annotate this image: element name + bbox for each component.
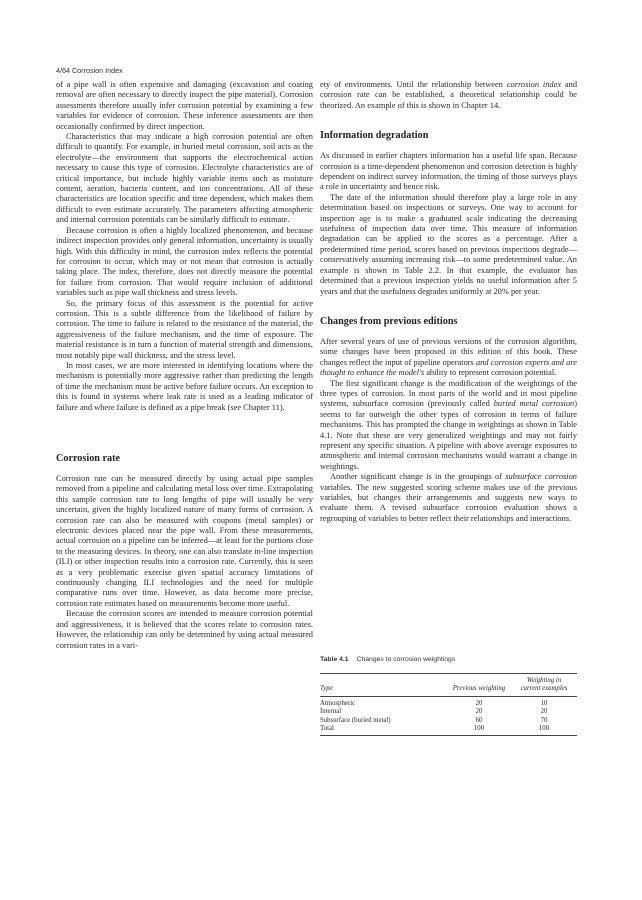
cell-previous: 20 bbox=[475, 708, 483, 716]
heading-corrosion-rate: Corrosion rate bbox=[56, 453, 121, 464]
table-header-spacer bbox=[447, 674, 511, 686]
cell-type: Total bbox=[320, 725, 447, 736]
text-run: and corrosion rate can be established, a theoretical relationship could be theorized. An example of this is shown in Chapter 14. bbox=[320, 80, 578, 110]
right-paragraph-4 bbox=[320, 337, 577, 379]
italic-run: corrosion index bbox=[506, 80, 562, 89]
text-run: ability to represent corrosion potential. bbox=[424, 368, 557, 378]
cell-previous: 20 bbox=[475, 699, 483, 707]
right-paragraph-1 bbox=[320, 80, 577, 111]
table-row bbox=[320, 717, 577, 725]
cell-previous: 60 bbox=[475, 716, 483, 724]
left-paragraph-6: Corrosion rate can be measured directly by using actual pipe samples removed from a pipeline and calculating metal loss over time. Extrapolating this sample corrosion rate to long lengths of pipe will usually be very uncertain, given the highly localized nature of many forms of corrosion. A corrosion rate can also be measured with coupons (metal samples) or electronic devices placed near the pipe wall. From these measurements, actual corrosion on a pipeline can be inferred—at least for the portions close to the measuring devices. In theory, one can also translate in-line inspection (ILI) or other inspection results into a corrosion rate. Currently, this is seen as a very problematic exercise given spatial accuracy limitations of continuously changing ILI technologies and the need for multiple comparative runs over time. However, as data become more precise, corrosion rate estimates based on measurements become more useful. bbox=[56, 474, 313, 608]
cell-type: Internal bbox=[320, 708, 342, 716]
text-run: variables. The new suggested scoring scheme makes use of the previous variables, but changes their arrangements and suggests new ways to evaluate them. A revised subsurface corrosion evaluation shows a regrouping of variables to better reflect their relationships and interactions. bbox=[320, 482, 577, 523]
table-row bbox=[320, 725, 577, 736]
left-paragraph-4: So, the primary focus of this assessment is the potential for active corrosion. This is a subtle difference from the likelihood of failure by corrosion. The time to failure is related to the resistance of the material, the aggressiveness of the failure mechanism, and the time of exposure. The material resistance is in turn a function of material strength and dimensions, most notably pipe wall thickness, and the stress level. bbox=[56, 298, 313, 360]
table-row bbox=[320, 696, 577, 708]
heading-changes-previous-editions: Changes from previous editions bbox=[320, 315, 458, 327]
left-paragraph-7: Because the corrosion scores are intended to measure corrosion potential and aggressiveness, it is believed that the scores relate to corrosion rates. However, the relationship can only be determined by using actual measured corrosion rates in a vari- bbox=[56, 609, 313, 650]
cell-type: Subsurface (buried metal) bbox=[320, 716, 391, 724]
text-run: The first significant change is the modification of the weightings of the three types of corrosion. In most parts of the world and in most pipeline systems, subsurface corrosion (previously called bbox=[320, 378, 577, 409]
left-paragraph-5: In most cases, we are more interested in identifying locations where the mechanism is potentially more aggressive rather than predicting the length of time the mechanism must be active before failure occurs. An exception to this is found in systems where leak rate is used as a leading indicator of failure and where failure is defined as a pipe break (see Chapter 11). bbox=[56, 360, 313, 412]
table-caption bbox=[320, 656, 577, 663]
table-header-current-line2: current examples bbox=[511, 685, 577, 696]
cell-previous: 100 bbox=[447, 725, 511, 736]
left-column bbox=[56, 80, 313, 651]
text-run: ety of environments. Until the relationship between bbox=[320, 80, 507, 89]
right-paragraph-6 bbox=[320, 472, 577, 524]
cell-current: 10 bbox=[540, 699, 548, 707]
left-paragraph-3: Because corrosion is often a highly localized phenomenon, and because indirect inspection provides only general information, uncertainty is usually high. With this difficulty in mind, the corrosion index reflects the potential for corrosion to occur, which may or not mean that corrosion is actually taking place. The index, therefore, does not directly measure the potential for failure from corrosion. That would require inclusion of additional variables such as pipe wall thickness and stress levels. bbox=[56, 225, 313, 298]
italic-run: and corrosion experts and are thought to enhance the model's bbox=[320, 357, 577, 378]
table-header-current-line1: Weighting in bbox=[511, 674, 577, 686]
right-paragraph-2: As discussed in earlier chapters information has a useful life span. Because corrosion is a time-dependent phenomenon and corrosion detection is highly dependent on indirect survey information, the timing of those surveys plays a role in uncertainty and hence risk. bbox=[320, 151, 577, 192]
text-run: After several years of use of previous versions of the corrosion algorithm, some changes have been proposed in this edition of this book. These changes reflect the input of pipeline operators bbox=[320, 336, 577, 367]
right-paragraph-5 bbox=[320, 379, 577, 473]
text-run: ) seems to far outweigh the other types of corrosion in terms of failure mechanisms. This has prompted the change in weightings as shown in Table 4.1. Note that these are very generalized weightings and may not fairly represent any specific situation. A pipeline with above average exposures to atmospheric and internal corrosion mechanisms would warrant a change in weightings. bbox=[320, 399, 578, 471]
italic-run: buried metal corrosion bbox=[493, 399, 575, 409]
table-header-previous: Previous weighting bbox=[447, 685, 511, 696]
weightings-table bbox=[320, 673, 577, 736]
cell-current: 20 bbox=[540, 708, 548, 716]
heading-information-degradation: Information degradation bbox=[320, 130, 429, 142]
right-column bbox=[320, 80, 578, 733]
table-label: Table 4.1 bbox=[320, 656, 349, 663]
text-run: Another significant change is in the groupings of bbox=[330, 472, 506, 482]
right-paragraph-3: The date of the information should therefore play a large role in any determination based on inspections or surveys. One way to account for inspection age is to make a graduated scale indicating the decreasing usefulness of inspection data over time. This measure of information degradation can be applied to the scores as a percentage. After a predetermined time period, scores based on previous inspections degrade—conservatively assuming increasing risk—to some predetermined value. An example is shown in Table 2.2. In that example, the evaluator has determined that a previous inspection yields no useful information after 5 years and that the usefulness degrades uniformly at 20% per year. bbox=[320, 192, 577, 296]
table-row bbox=[320, 708, 577, 716]
cell-type: Atmospheric bbox=[320, 699, 356, 707]
left-paragraph-2: Characteristics that may indicate a high corrosion potential are often difficult to quantify. For example, in buried metal corrosion, soil acts as the electrolyte—the environment that supports the electrochemical action necessary to cause this type of corrosion. Electrolyte characteristics are of critical importance, but include highly variable items such as moisture content, aeration, bacteria content, and ion concentrations. All of these characteristics are location specific and time dependent, which makes them difficult to even estimate accurately. The parameters affecting atmospheric and internal corrosion potentials can be similarly difficult to estimate. bbox=[56, 132, 313, 225]
italic-run: subsurface corrosion bbox=[505, 472, 577, 482]
table-header-spacer bbox=[320, 674, 447, 686]
left-paragraph-1: of a pipe wall is often expensive and damaging (excavation and coating removal are often necessary to directly inspect the pipe material). Corrosion assessments therefore usually infer corrosion potential by examining a few variables for evidence of corrosion. These inference assessments are then occasionally confirmed by direct inspection. bbox=[56, 80, 313, 131]
cell-current: 100 bbox=[511, 725, 577, 736]
cell-current: 70 bbox=[540, 716, 548, 724]
running-head: 4/64 Corrosion Index bbox=[56, 66, 123, 75]
table-header-type: Type bbox=[320, 685, 447, 696]
table-caption-text: Changes to corrosion weightings bbox=[356, 656, 456, 663]
